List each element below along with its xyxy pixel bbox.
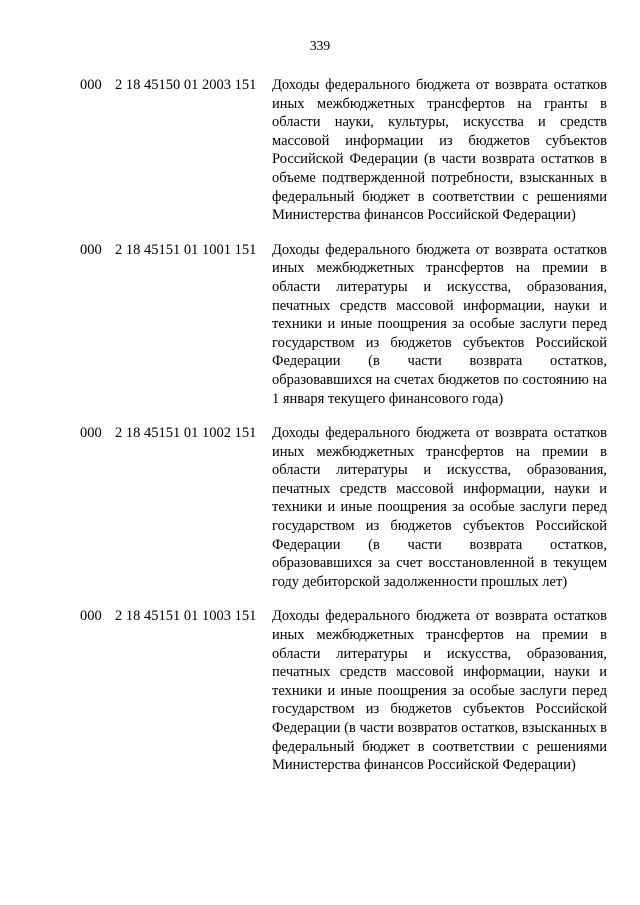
revenue-description: Доходы федерального бюджета от возврата остатков иных межбюджетных трансфертов на премии в области литературы и искусства, образования, печатных средств массовой информации, науки и техники и иные поощрения за особые заслуги перед государством из бюджетов субъектов Российской Федерации (в части возврата остатков, образовавшихся за счет восстановленной в текущем году дебиторской задолженности прошлых лет) <box>272 425 607 590</box>
classification-entry <box>0 424 640 591</box>
budget-classification-list <box>0 76 640 791</box>
administrator-code: 000 <box>80 608 102 625</box>
classification-code: 2 18 45151 01 1002 151 <box>115 425 257 442</box>
classification-code: 2 18 45151 01 1001 151 <box>115 241 257 258</box>
revenue-description: Доходы федерального бюджета от возврата остатков иных межбюджетных трансфертов на премии в области литературы и искусства, образования, печатных средств массовой информации, науки и техники и иные поощрения за особые заслуги перед государством из бюджетов субъектов Российской Федерации (в части возврата остатков, образовавшихся на счетах бюджетов по состоянию на 1 января текущего финансового года) <box>272 241 607 407</box>
page-number: 339 <box>309 38 331 53</box>
administrator-code: 000 <box>80 241 102 258</box>
administrator-code: 000 <box>80 425 102 442</box>
revenue-description: Доходы федерального бюджета от возврата остатков иных межбюджетных трансфертов на гранты в области науки, культуры, искусства и средств массовой информации из бюджетов субъектов Российской Федерации (в части возврата остатков в объеме подтвержденной потребности, взысканных в федеральный бюджет в соответствии с решениями Министерства финансов Российской Федерации) <box>272 77 607 224</box>
classification-code: 2 18 45150 01 2003 151 <box>115 77 257 93</box>
classification-entry <box>0 241 640 408</box>
administrator-code: 000 <box>80 77 102 93</box>
classification-code: 2 18 45151 01 1003 151 <box>115 608 257 625</box>
classification-entry <box>0 76 640 225</box>
classification-entry <box>0 607 640 774</box>
revenue-description: Доходы федерального бюджета от возврата остатков иных межбюджетных трансфертов на премии в области литературы и искусства, образования, печатных средств массовой информации, науки и техники и иные поощрения за особые заслуги перед государством из бюджетов субъектов Российской Федерации (в части возвратов остатков, взысканных в федеральный бюджет в соответствии с решениями Министерства финансов Российской Федерации) <box>272 608 607 774</box>
